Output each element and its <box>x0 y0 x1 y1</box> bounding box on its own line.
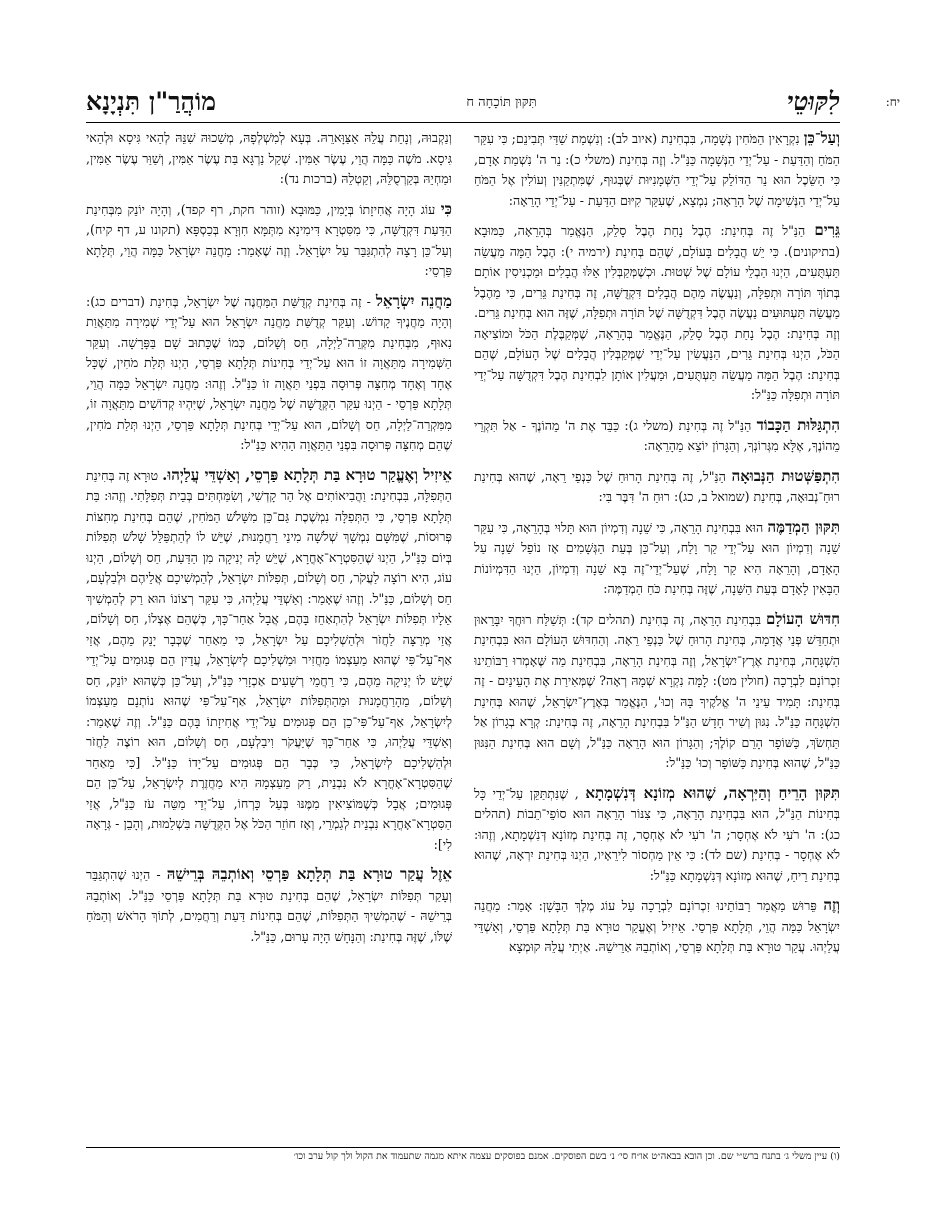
section-title: תִּקּוּן תּוֹכָחָה ח <box>466 95 537 110</box>
paragraph <box>474 415 840 457</box>
paragraph-text: הַנַּ"ל, זֶה בְּחִינַת הָרוּחַ שֶׁל כַּנְפֵי רֵאָה, שֶׁהוּא בְּחִינַת רוּחַ־נְבוּאָה, בְּחִינַת (שמואל ב, כג): רוּחַ ה' דִּבֶּר בִּי: <box>474 468 840 504</box>
footnote: (ו) עיין משלי ג׳ בתנח ברש״י שם. וכן הובא בבאה״ט או״ח סי׳ נ׳ בשם הפוסקים. אמנם בפוסקים עצמה איתא מגמה שתעמוד את הקול ולך קול ערב וכו׳ <box>86 1147 840 1168</box>
paragraph <box>474 220 840 406</box>
paragraph <box>474 895 840 958</box>
paragraph-text: הַנַּ"ל זֶה בְּחִינַת: הֶבֶל נָחַת הֶבֶל סָלֵק, הַנֶּאֱמַר בְּהָרֵאָה, כַּמּוּבָא (בתיקונים). כִּי יֵשׁ הֲבָלִים בָּעוֹלָם, שֶׁהֵם בְּחִינַת (ירמיה י): הֶבֶל הֵמָּה מַעֲשֵׂה תַּעְתֻּעִים, הַיְנוּ הַבְלֵי עוֹלָם שֶׁל שְׁטוּת. וּכְשֶׁמְּקַבְּלִין אֵלּוּ הֲבָלִים וּמַכְנִיסִין אוֹתָם בְּתוֹךְ תּוֹרָה וּתְפִלָּה, וְנַעֲשֶׂה מֵהֶם הֲבָלִים דִּקְדֻשָּׁה, זֶה בְּחִינַת גֵּרִים, כִּי מֵהֶבֶל מַעֲשֵׂה תַּעְתּוּעִים נַעֲשֶׂה הֶבֶל דִּקְדֻשָּׁה שֶׁל תּוֹרָה וּתְפִלָּה, שֶׁזֶּה הוּא בְּחִינַת גֵּרִים. וְזֶה בְּחִינַת: הֶבֶל נָחַת הֶבֶל סָלֵק, הַנֶּאֱמַר בְּהָרֵאָה, שֶׁמְּקַבֶּלֶת הַכֹּל וּמוֹצִיאָה הַכֹּל, הַיְנוּ בְּחִינַת גֵּרִים, הַנַּעֲשִׂין עַל־יְדֵי שֶׁמְּקַבְּלִין הֲבָלִים שֶׁל הָעוֹלָם, שֶׁהֵם בְּחִינַת: הֶבֶל הֵמָּה מַעֲשֵׂה תַּעְתֻּעִים, וּמַעֲלִין אוֹתָן לִבְחִינַת הֶבֶל דִּקְדֻשָּׁה עַל־יְדֵי תּוֹרָה וּתְפִלָּה כַּנַּ"ל: <box>474 223 840 402</box>
paragraph <box>474 517 840 600</box>
paragraph <box>86 291 452 456</box>
book-title-left: מוֹהֲרַ"ן תִּנְיָנָא <box>86 87 217 116</box>
paragraph-text: טוּרָא זֶה בְּחִינַת הַתְּפִלָּה, בִּבְחִינַת: וַהֲבִיאוֹתִים אֶל הַר קָדְשִׁי, וְשִׂמַּחְתִּים בְּבֵית תְּפִלָּתִי. וְזֶהוּ: בַּת תְּלָתָא פַּרְסֵי, כִּי הַתְּפִלָּה נִמְשֶׁכֶת גַּם־כֵּן מִשָּׁלֹשׁ הַמֹּחִין, שֶׁהֵם בְּחִינַת מְחִצּוֹת פְּרוּסוֹת, שֶׁמִּשָּׁם נִמְשָׁךְ שְׁלֹשָׁה מִינֵי רַחֲמָנוּת, שֶׁיֵּשׁ לוֹ לְהַתְפַּלֵּל שָׁלֹשׁ תְּפִלּוֹת בְּיוֹם כַּנַּ"ל, הַיְנוּ שֶׁהַסִּטְרָא־אָחֳרָא, שֶׁיֵּשׁ לָהּ יְנִיקָה מִן הַדַּעַת, חַס וְשָׁלוֹם, הַיְנוּ עוֹג, הִיא רוֹצָה לַעֲקֹר, חַס וְשָׁלוֹם, תְּפִלּוֹת יִשְׂרָאֵל, לְהַמְשִׁיכָם אֲלֵיהֶם וּלְבַלְעָם, חַס וְשָׁלוֹם, כַּנַּ"ל. וְזֶהוּ שֶׁאָמַר: וְאַשְׁדֵּי עֲלַיְהוּ, כִּי עִקַּר רְצוֹנוֹ הוּא רַק לְהַמְשִׁיךְ אֵלָיו תְּפִלּוֹת יִשְׂרָאֵל לְהִתְאַחֵז בָּהֶם, אֲבָל אַחַר־כָּךְ, כְּשֶׁהֵם אֶצְלוֹ, חַס וְשָׁלוֹם, אֲזַי מְרַצָּה לַחֲזֹר וּלְהַשְׁלִיכָם עַל יִשְׂרָאֵל, כִּי מֵאַחַר שֶׁכְּבָר יָנַק מֵהֶם, אֲזַי אַף־עַל־פִּי שֶׁהוּא מַעַצְמוֹ מַחֲזִיר וּמַשְׁלִיכָם לְיִשְׂרָאֵל, עֲדַיִן הֵם פְּגוּמִים עַל־יְדֵי שֶׁיֵּשׁ לוֹ יְנִיקָה מֵהֶם, כִּי רַחֲמֵי רְשָׁעִים אַכְזָרִי כַּנַּ"ל, וְעַל־כֵּן כְּשֶׁהוּא יוֹנֵק, חַס וְשָׁלוֹם, מֵהָרַחֲמָנוּת וּמֵהַתְּפִלּוֹת יִשְׂרָאֵל, אַף־עַל־פִּי שֶׁהוּא נוֹתְנָם מַעַצְמוֹ לְיִשְׂרָאֵל, אַף־עַל־פִּי־כֵן הֵם פְּגוּמִים עַל־יְדֵי אֲחִיזָתוֹ בָּהֶם כַּנַּ"ל. וְזֶה שֶׁאָמַר: וְאַשְׁדֵּי עֲלַיְהוּ, כִּי אַחַר־כָּךְ שֶׁיַּעֲקֹר וִיבַלְעָם, חַס וְשָׁלוֹם, הוּא רוֹצֶה לַחֲזֹר וּלְהַשְׁלִיכָם לְיִשְׂרָאֵל, כִּי כְּבָר הֵם פְּגוּמִים עַל־יָדוֹ כַּנַּ"ל. [כִּי מֵאַחַר שֶׁהַסִּטְרָא־אָחֳרָא לֹא נִבְנֵית, רַק מֵעַצְמָהּ הִיא מַחֲזֶרֶת לְיִשְׂרָאֵל, עַל־כֵּן הֵם פְּגוּמִים; אֲבָל כְּשֶׁמּוֹצִיאִין מִמֶּנּוּ בְּעַל כָּרְחוֹ, עַל־יְדֵי מַטֵּה עֹז כַּנַּ"ל, אֲזַי הַסִּטְרָא־אָחֳרָא נִבְנֵית לְגַמְרֵי, וְאָז חוֹזֵר הַכֹּל אֶל הַקְּדֻשָּׁה בִּשְׁלֵמוּת, וְהָבֵן - גְּרָאָה לִי]: <box>86 467 452 852</box>
paragraph-lead: וְזֶה <box>823 896 840 914</box>
paragraph-lead: מַחֲנֵה יִשְׂרָאֵל <box>375 291 452 310</box>
paragraph-text: הוּא בִּבְחִינַת הָרֵאָה, כִּי שֵׁנָה וְדִמְיוֹן הוּא תָּלוּי בְּהָרֵאָה, כִּי עִקַּר שֵׁנָה וְדִמְיוֹן הוּא עַל־יְדֵי קַר וָלַח, וְעַל־כֵּן בְּעֵת הַגְּשָׁמִים אָז נוֹפֵל שֵׁנָה עַל הָאָדָם, וְהָרֵאָה הִיא קַר וָלַח, שֶׁעַל־יְדֵי־זֶה בָּא שֵׁנָה וְדִמְיוֹן, הַיְנוּ הַדִּמְיוֹנוֹת הַבָּאִין לָאָדָם בְּעֵת הַשֵּׁנָה, שֶׁזֶּה בְּחִינַת כֹּחַ הַמְדַמֶּה: <box>474 519 840 596</box>
paragraph-text: בִּבְחִינַת הָרֵאָה, זֶה בְּחִינַת (תהלים קד): תְּשַׁלַּח רוּחֲךָ יִבָּרֵאוּן וּתְחַדֵּשׁ פְּנֵי אֲדָמָה, בְּחִינַת הָרוּחַ שֶׁל כַּנְפֵי רֵאָה. וְהַחִדּוּשׁ הָעוֹלָם הוּא בִּבְחִינַת הַשְׁגָּחָה, בְּחִינַת אֶרֶץ־יִשְׂרָאֵל, וְזֶה בְּחִינַת הָרֵאָה, בִּבְחִינַת מַה שֶּׁאָמְרוּ רַבּוֹתֵינוּ זִכְרוֹנָם לִבְרָכָה (חולין מט): לָמָּה נִקְרָא שְׁמָהּ רְאָה? שֶׁמְּאִירַת אֶת הָעֵינַיִם - זֶה בְּחִינַת: תָּמִיד עֵינֵי ה' אֱלֹקֶיךָ בָּהּ וְכוּ', הַנֶּאֱמַר בְּאֶרֶץ־יִשְׂרָאֵל, שֶׁהוּא בְּחִינַת הַשְׁגָּחָה כַּנַּ"ל. נִגּוּן וְשִׁיר חָדָשׁ הַנַּ"ל בִּבְחִינַת הָרֵאָה, זֶה בְּחִינַת: קְרָא בְגָרוֹן אַל תַּחְשֹׂךְ, כַּשּׁוֹפָר הָרֵם קוֹלֶךָ; וְהַגָּרוֹן הוּא הָרֵאָה כַּנַּ"ל, וְשָׁם הוּא בְּחִינַת הַנִּגּוּן כַּנַּ"ל, שֶׁהוּא בְּחִינַת כַּשּׁוֹפָר וְכוּ' כַּנַּ"ל: <box>474 611 840 770</box>
paragraph-text: נִקְרָאִין הַמֹּחִין נְשָׁמָה, בִּבְחִינַת (איוב לב): וְנִשְׁמַת שַׁדַּי תְּבִינֵם; כִּי עִקַּר הַמֹּחַ וְהַדַּעַת - עַל־יְדֵי הַנְּשָׁמָה כַּנַּ"ל. וְזֶה בְּחִינַת (משלי כ): נֵר ה' נִשְׁמַת אָדָם, כִּי הַשֵּׂכֶל הוּא נֵר הַדּוֹלֵק עַל־יְדֵי הַשְּׁמָנִיּוּת שֶׁבְּגוּף, שֶׁמִּתְקַנִּין וְעוֹלִין אֶל הַמֹּחַ עַל־יְדֵי הַנְּשִׁימָה שֶׁל הָרֵאָה; נִמְצָא, שֶׁעִקַּר קִיּוּם הַדַּעַת - עַל־יְדֵי הָרֵאָה: <box>474 131 840 208</box>
text-columns <box>86 128 840 1144</box>
paragraph-lead: הִתְפַּשְּׁטוּת הַנְּבוּאָה <box>731 466 840 485</box>
paragraph-text: - זֶה בְּחִינַת קְדֻשַּׁת הַמַּחֲנֶה שֶׁל יִשְׂרָאֵל, בְּחִינַת (דברים כג): וְהָיָה מַחֲנֶיךָ קָדוֹשׁ. וְעִקַּר קְדֻשַּׁת מַחֲנֵה יִשְׂרָאֵל הוּא עַל־יְדֵי שְׁמִירָה מִתַּאֲוַת נִאוּף, מִבְּחִינַת מִקְּרֵה־לַיְלָה, חַס וְשָׁלוֹם, כְּמוֹ שֶׁכָּתוּב שָׁם בַּפָּרָשָׁה. וְעִקַּר הַשְּׁמִירָה מִתַּאֲוָה זוֹ הוּא עַל־יְדֵי בְּחִינוֹת תְּלָתָא פַּרְסֵי, הַיְנוּ תְּלַת מֹחִין, שֶׁכָּל אֶחָד וְאֶחָד מְחִצָּה פְּרוּסָה בִּפְנֵי תַּאֲוָה זוֹ כַּנַּ"ל. וְזֶהוּ: מַחֲנֵה יִשְׂרָאֵל כַּמָּה הֲוֵי, תְּלָתָא פַּרְסֵי - הַיְנוּ עִקַּר הַקְּדֻשָּׁה שֶׁל מַחֲנֵה יִשְׂרָאֵל, שֶׁיִּהְיוּ קְדוֹשִׁים מִתַּאֲוָה זוֹ, מִמִּקְרֵה־לַיְלָה, חַס וְשָׁלוֹם, הוּא עַל־יְדֵי בְּחִינַת תְּלָתָא פַּרְסֵי, הַיְנוּ תְּלַת מֹחִין, שֶׁהֵם מְחִצָּה פְּרוּסָה בִּפְנֵי הַתַּאֲוָה הַהִיא כַּנַּ"ל: <box>86 293 452 452</box>
paragraph <box>86 465 452 856</box>
paragraph <box>474 128 840 211</box>
paragraph-lead: וְעַל־כֵּן <box>803 129 840 147</box>
book-title-right: לִקּוּטֵי <box>786 87 840 116</box>
paragraph-lead: תִּקּוּן הַמְדַמֶּה <box>767 517 840 536</box>
paragraph-text: - הַיְנוּ שֶׁהִתְגַּבֵּר וְעָקַר תְּפִלּוֹת יִשְׂרָאֵל, שֶׁהֵם בְּחִינַת טוּרָא בַּת תְּלָתָא פַּרְסֵי כַּנַּ"ל. וְאוֹתְבֵהּ בְּרֵישֵׁהּ - שֶׁהִמְשִׁיךְ הַתְּפִלּוֹת, שֶׁהֵם בְּחִינוֹת דַּעַת וְרַחֲמִים, לְתוֹךְ הָרֹאשׁ וְהַמֹּחַ שֶׁלּוֹ, שֶׁזֶּה בְּחִינַת: וְהַנָּחָשׁ הָיָה עָרוּם, כַּנַּ"ל. <box>86 867 452 944</box>
right-column <box>474 128 840 1144</box>
page-header <box>86 82 900 123</box>
paragraph <box>86 128 452 190</box>
paragraph-lead: אֵיזִיל וְאֶעֱקַר טוּרָא בַּת תְּלָתָא פַּרְסֵי, וְאַשְׁדֵּי עֲלַיְהוּ. <box>162 465 452 484</box>
paragraph-text: פֵּרוּשׁ מַאֲמַר רַבּוֹתֵינוּ זִכְרוֹנָם לִבְרָכָה עַל עוֹג מֶלֶךְ הַבָּשָׁן: אָמַר: מַחֲנֵה יִשְׂרָאֵל כַּמָּה הֲוֵי, תְּלָתָא פַּרְסֵי. אֵיזִיל וְאֶעֱקַר טוּרָא בַּת תְּלָתָא פַּרְסֵי, וְאַשְׁדֵּי עֲלַיְהוּ. עֲקַר טוּרָא בַּת תְּלָתָא פַּרְסֵי, וְאוֹתְבֵהּ אַרֵישֵׁהּ. אַיְתִי עֲלֵהּ קוּמְצָא <box>474 898 840 954</box>
paragraph-text: , שֶׁנִּתְתַּקֵּן עַל־יְדֵי כָּל בְּחִינוֹת הַנַּ"ל, הוּא בִּבְחִינַת הָרֵאָה, כִּי צִנּוֹר הָרֵאָה הוּא סוֹפֵי־תֵבוֹת (תהלים כג): ה' רֹעִי לֹא אֶחְסָר; ה' רֹעִי לֹא אֶחְסָר, זֶה בְּחִינַת מְזוֹנָא דְּנִשְׁמָתָא, וְזֶהוּ: לֹא אֶחְסָר - בְּחִינַת (שם לד): כִּי אֵין מַחְסוֹר לִירֵאָיו, הַיְנוּ בְּחִינַת יִרְאָה, שֶׁהוּא בְּחִינַת רֵיחַ, שֶׁהוּא מְזוֹנָא דְּנִשְׁמָתָא כַּנַּ"ל: <box>474 785 840 883</box>
paragraph <box>86 864 452 947</box>
paragraph-lead: תִּקּוּן הָרֵיחַ וְהַיִּרְאָה, שֶׁהוּא מְזוֹנָא דְּנִשְׁמָתָא <box>585 783 840 802</box>
paragraph <box>86 199 452 282</box>
paragraph <box>474 783 840 887</box>
page-number: יח: <box>885 94 900 109</box>
paragraph-lead: כִּי <box>440 199 452 218</box>
paragraph-text: עוֹג הָיָה אֲחִיזָתוֹ בְּיָמִין, כַּמּוּבָא (זוהר חקת, רף קפד), וְהָיָה יוֹנֵק מִבְּחִינַת הַדַּעַת דִּקְדֻשָּׁה, כִּי מִסִּטְרָא דִּימִינָא מִתְּמָּא חִוְּרָא בְּכַסְפָּא (תקונו ע, דף קיח), וְעַל־כֵּן רָצָה לְהִתְגַּבֵּר עַל יִשְׂרָאֵל. וְזֶה שֶׁאָמַר: מַחֲנֵה יִשְׂרָאֵל כַּמָּה הֲוֵי, תְּלָתָא פַּרְסֵי: <box>86 201 452 278</box>
paragraph-lead: חִדּוּשׁ הָעוֹלָם <box>765 609 840 628</box>
paragraph-text: וְנַקְבוּהּ, וְנָחֵת עֲלֵהּ אַצַּוָּארֵהּ. בְּעָא לְמִשְׁלְפָהּ, מְשַׁכוּהּ שִׁנֵּהּ לְהַאי גִּיסָא וּלְהַאי גִּיסָא. מֹשֶׁה כַּמָּה הֲוֵי, עֶשֶׂר אַמִּין. שְׁקַל נַרְגָּא בַּת עֶשֶׂר אַמִּין, וְשַׁוַּר עֶשֶׂר אַמִּין, וּמַחְיֵהּ בְּקַרְסֻלֵּהּ, וְקַטְלֵהּ (ברכות נד): <box>86 130 452 186</box>
paragraph <box>474 609 840 774</box>
paragraph-lead: גֵּרִים <box>814 221 840 239</box>
paragraph <box>474 466 840 508</box>
paragraph-text: הַנַּ"ל זֶה בְּחִינַת (משלי ג): כַּבֵּד אֶת ה' מֵהוֹנֶךָ - אַל תִּקְרֵי מֵהוֹנֶךָ, אֶלָּא מִגְּרוֹנְךָ, וְהַגָּרוֹן יוֹצֵא מֵהָרֵאָה: <box>474 417 840 453</box>
paragraph-lead: אֵזֶל עֲקַר טוּרָא בַּת תְּלָתָא פַּרְסֵי וְאוֹתְבֵהּ בְּרֵישֵׁהּ <box>166 865 452 883</box>
left-column <box>86 128 452 1144</box>
paragraph-lead: הִתְגַּלּוּת הַכָּבוֹד <box>756 415 840 434</box>
